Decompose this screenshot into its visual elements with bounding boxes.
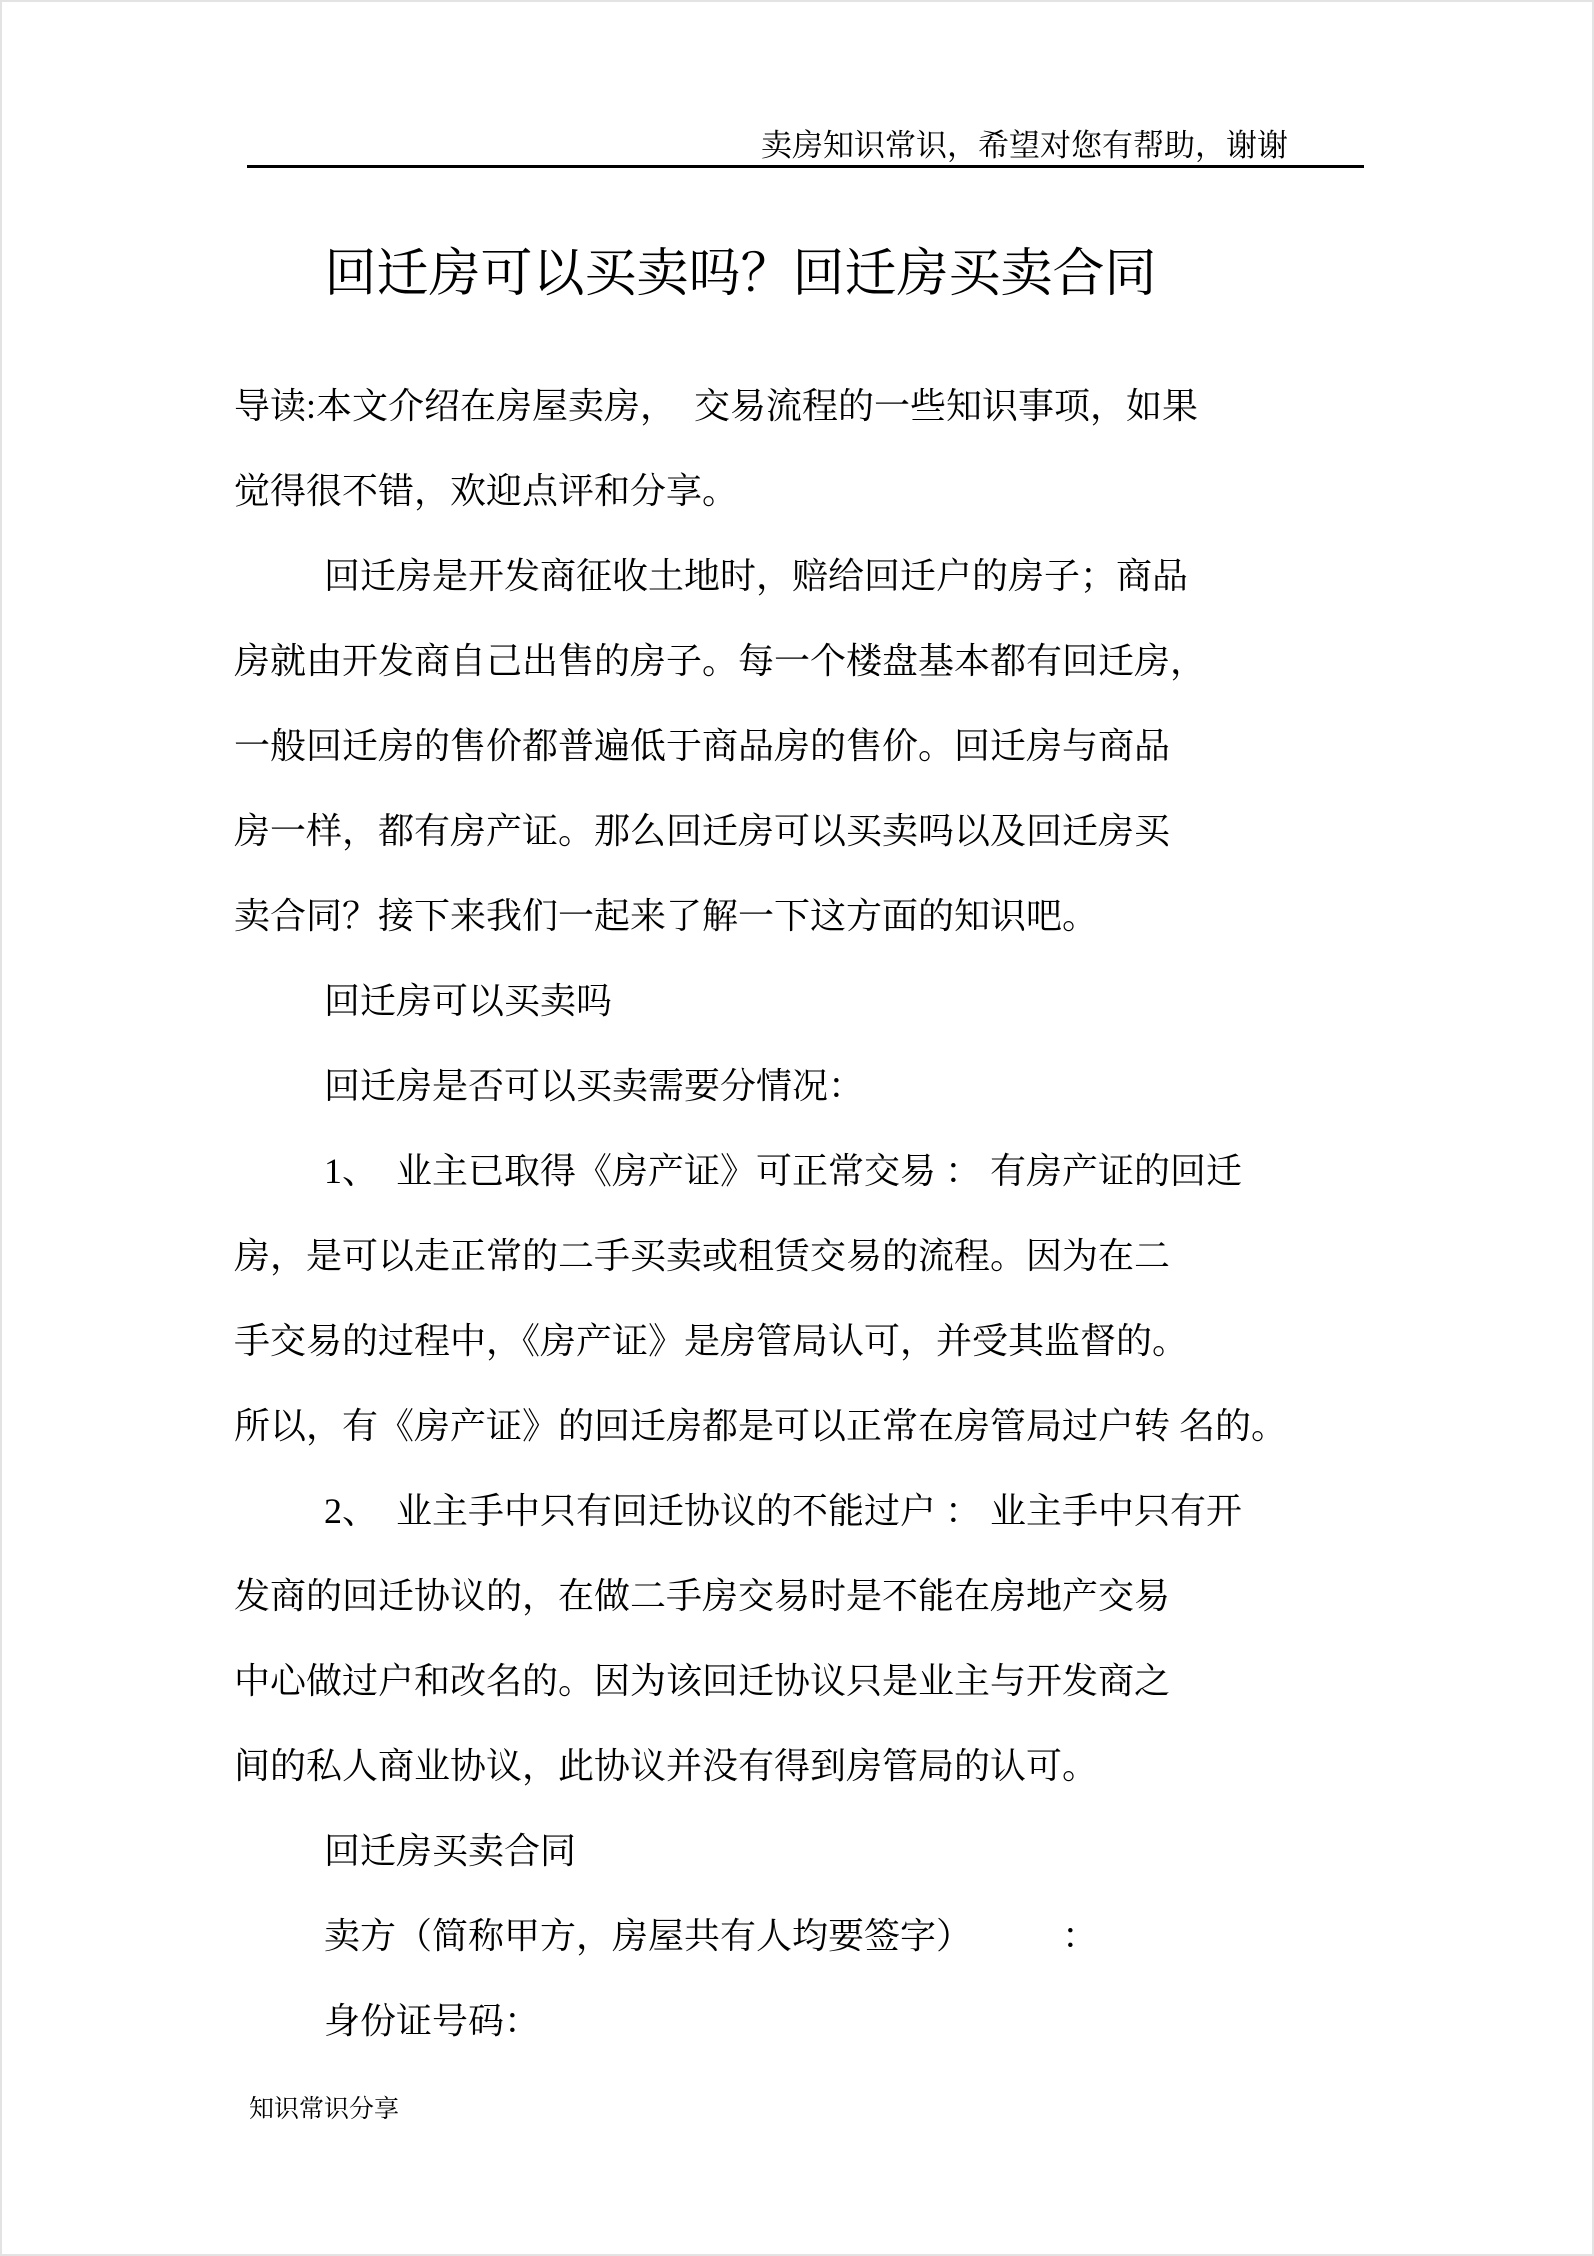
text-line: 房一样，都有房产证。那么回迁房可以买卖吗以及回迁房买: [234, 811, 1171, 851]
text-line: 卖合同？接下来我们一起来了解一下这方面的知识吧。: [234, 896, 1099, 936]
page-header-text: 卖房知识常识，希望对您有帮助，谢谢: [761, 128, 1288, 163]
text-line: 导读:本文介绍在房屋卖房， 交易流程的一些知识事项，如果: [234, 386, 1199, 426]
text-line-numbered-item-2: 2、 业主手中只有回迁协议的不能过户 ： 业主手中只有开: [324, 1491, 1243, 1531]
text-line: 间的私人商业协议，此协议并没有得到房管局的认可。: [234, 1746, 1099, 1786]
text-line: 觉得很不错，欢迎点评和分享。: [234, 471, 739, 511]
text-line: 回迁房是开发商征收土地时，赔给回迁户的房子；商品: [324, 556, 1189, 596]
text-line: 房就由开发商自己出售的房子。每一个楼盘基本都有回迁房，: [234, 641, 1207, 681]
page-footer-text: 知识常识分享: [249, 2096, 400, 2123]
text-line-seller-field: 卖方（简称甲方，房屋共有人均要签字） ：: [324, 1916, 1099, 1956]
text-line: 中心做过户和改名的。因为该回迁协议只是业主与开发商之: [234, 1661, 1171, 1701]
text-line: 发商的回迁协议的，在做二手房交易时是不能在房地产交易: [234, 1576, 1171, 1616]
text-line: 所以，有《房产证》的回迁房都是可以正常在房管局过户转 名的。: [234, 1406, 1288, 1446]
document-body: [234, 364, 1374, 2064]
text-line: 回迁房是否可以买卖需要分情况：: [324, 1066, 865, 1106]
text-line: 房，是可以走正常的二手买卖或租赁交易的流程。因为在二: [234, 1236, 1171, 1276]
text-line-id-number-field: 身份证号码：: [324, 2001, 541, 2041]
document-title: 回迁房可以买卖吗？回迁房买卖合同: [324, 246, 1157, 303]
text-line: 一般回迁房的售价都普遍低于商品房的售价。回迁房与商品: [234, 726, 1171, 766]
text-line: 手交易的过程中，《房产证》是房管局认可，并受其监督的。: [234, 1321, 1189, 1361]
header-rule: [247, 165, 1364, 168]
text-line-section-heading: 回迁房买卖合同: [324, 1831, 577, 1871]
text-line-numbered-item-1: 1、 业主已取得《房产证》可正常交易 ： 有房产证的回迁: [324, 1151, 1243, 1191]
text-line-section-heading: 回迁房可以买卖吗: [324, 981, 613, 1021]
